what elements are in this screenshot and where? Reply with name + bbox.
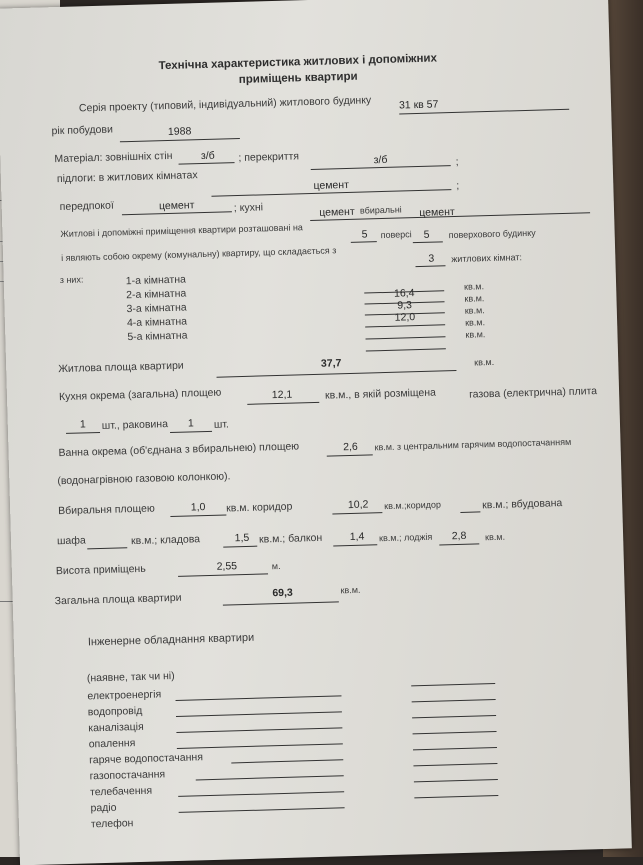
room-4-unit: кв.м.: [464, 317, 486, 328]
balcony-label: кв.м.; балкон: [258, 531, 323, 546]
hall-label: передпокої: [59, 199, 114, 214]
walls-label: Матеріал: зовнішніх стін: [54, 149, 173, 166]
floors-value: цемент: [313, 178, 350, 192]
loggia-value: 2,8: [451, 529, 467, 543]
room-3-value: 9,3: [397, 299, 413, 312]
room-3-label: 3-а кімнатна: [126, 301, 187, 316]
room-1-unit: кв.м.: [463, 281, 485, 292]
balcony-value: 1,4: [349, 530, 365, 544]
hall-value: цемент: [158, 199, 195, 213]
room-5-label: 5-а кімнатна: [127, 329, 188, 344]
kitchen-area-value: 12,1: [271, 388, 293, 402]
sink-value: 1: [187, 417, 194, 430]
bath-line-2: (водонагрівною газовою колонкою).: [57, 470, 231, 488]
room-2-value: 16,4: [393, 287, 415, 300]
bath-label: Ванна окрема (об'єднана з вбиральнею) площею: [58, 440, 300, 460]
room-4-label: 4-а кімнатна: [126, 315, 188, 330]
total-floors-value: 5: [423, 228, 430, 241]
walls-value: з/б: [200, 149, 215, 163]
eng-item: телебачення: [89, 784, 153, 799]
title-line-1: Технічна характеристика житлових і допоміжних: [158, 52, 438, 73]
eng-item: радіо: [90, 801, 117, 815]
sink-label: шт., раковина: [101, 418, 169, 432]
overlap-value: з/б: [373, 153, 388, 167]
wardrobe-label: шафа: [56, 534, 86, 548]
living-area-label: Житлова площа квартири: [58, 359, 184, 376]
eng-item: телефон: [90, 817, 134, 831]
eng-item: каналізація: [88, 720, 144, 735]
total-area-value: 69,3: [272, 586, 293, 600]
height-unit: м.: [271, 560, 281, 572]
floor-value: 5: [361, 228, 368, 241]
semicolon-1: ;: [455, 155, 459, 168]
sink-unit: шт.: [213, 418, 230, 431]
total-area-unit: кв.м.: [340, 584, 361, 596]
semicolon-2: ;: [456, 179, 460, 192]
rooms-count-value: 3: [428, 252, 435, 265]
year-label: рік побудови: [51, 123, 114, 138]
room-2-unit: кв.м.: [464, 293, 485, 304]
room-5-unit: кв.м.: [465, 329, 486, 340]
storage-value: 1,5: [234, 531, 250, 545]
corridor-value: 10,2: [347, 498, 369, 512]
bath-value: 2,6: [343, 440, 358, 454]
floors-label: підлоги: в житлових кімнатах: [56, 169, 198, 186]
location-label: Житлові і допоміжні приміщення квартири розташовані на: [60, 222, 303, 240]
eng-item: газопостачання: [89, 768, 166, 783]
total-area-label: Загальна площа квартири: [54, 591, 182, 608]
living-area-unit: кв.м.: [474, 356, 495, 368]
building-label: поверхового будинку: [448, 227, 536, 241]
room-1-label: 1-а кімнатна: [125, 273, 187, 288]
loggia-unit: кв.м.: [484, 531, 506, 543]
toilet-label: вбиральні: [359, 204, 402, 216]
eng-item: водопровід: [87, 704, 143, 719]
title-line-2: приміщень квартири: [238, 70, 358, 86]
corridor-label: кв.м. коридор: [226, 500, 293, 515]
eng-item: електроенергія: [87, 688, 162, 703]
kitchen-label: ; кухні: [233, 201, 264, 215]
engineering-title: Інженерне обладнання квартири: [87, 631, 255, 649]
kitchen-area-suffix: кв.м., в якій розміщена: [324, 386, 437, 402]
separate-label: і являють собою окрему (комунальну) квартиру, що складається з: [61, 245, 337, 263]
height-value: 2,55: [216, 560, 238, 573]
storage-label: кв.м.; кладова: [130, 533, 201, 548]
eng-item: опалення: [88, 737, 136, 751]
floor-label: поверсі: [380, 229, 412, 241]
rooms-label: житлових кімнат:: [451, 252, 523, 265]
room-3-unit: кв.м.: [464, 305, 485, 316]
of-them-label: з них:: [59, 274, 84, 286]
corridor2-label: кв.м.;коридор: [384, 499, 442, 512]
builtin-label: кв.м.; вбудована: [482, 497, 563, 512]
stove-value: 1: [79, 418, 86, 431]
bath-suffix: кв.м. з центральним гарячим водопостачанням: [374, 436, 572, 453]
room-2-label: 2-а кімнатна: [126, 287, 187, 302]
wc-label: Вбиральня площею: [58, 502, 155, 518]
eng-item: гаряче водопостачання: [89, 751, 204, 767]
engineering-subtitle: (наявне, так чи ні): [86, 669, 175, 685]
stove-label: газова (електрична) плита: [468, 385, 598, 401]
kitchen-value: цемент: [319, 205, 355, 219]
room-4-value: 12,0: [394, 311, 416, 324]
kitchen-area-label: Кухня окрема (загальна) площею: [58, 386, 222, 404]
series-value: 31 кв 57: [398, 98, 439, 112]
living-area-value: 37,7: [320, 357, 342, 370]
series-label: Серія проекту (типовий, індивідуальний) житлового будинку: [78, 94, 372, 115]
overlap-label: ; перекриття: [238, 150, 300, 165]
height-label: Висота приміщень: [55, 562, 146, 578]
wc-value: 1,0: [190, 501, 206, 514]
toilet-value: цемент: [419, 205, 455, 219]
loggia-label: кв.м.; лоджія: [378, 531, 433, 544]
year-value: 1988: [167, 125, 192, 138]
